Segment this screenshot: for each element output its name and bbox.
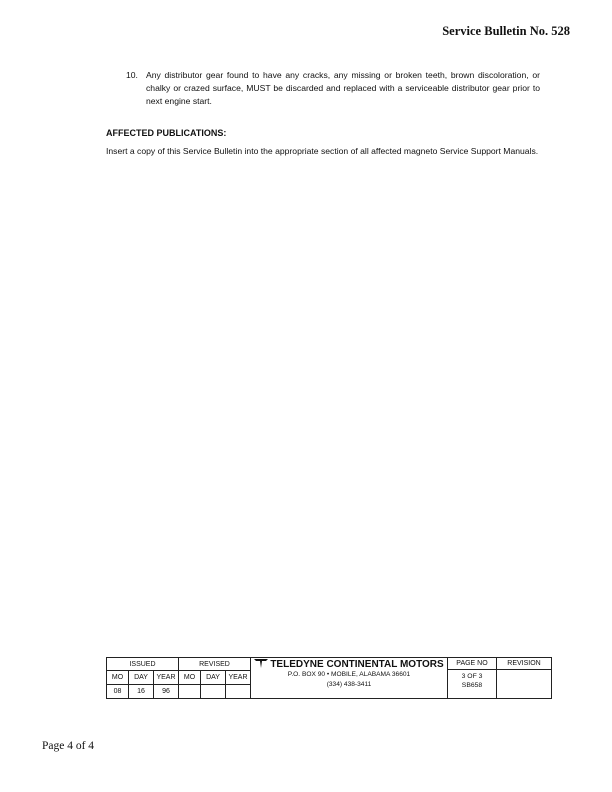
company-phone: (334) 438-3411 [326, 681, 372, 688]
list-item [126, 69, 540, 108]
item-text: Any distributor gear found to have any cracks, any missing or broken teeth, brown discoloration, or chalky or crazed surface, MUST be discarded and replaced with a serviceable distributor gear prior to next engine start. [146, 70, 540, 106]
revised-mo-value [179, 685, 201, 699]
item-number: 10. [126, 70, 138, 80]
company-name: TELEDYNE CONTINENTAL MOTORS [253, 659, 445, 670]
section-heading: AFFECTED PUBLICATIONS: [106, 128, 227, 138]
bulletin-title: Service Bulletin No. 528 [442, 24, 570, 38]
page-number-cell [448, 658, 497, 699]
teledyne-logo-icon [254, 659, 268, 668]
revised-day-value [201, 685, 226, 699]
revision-label: REVISION [497, 658, 551, 670]
revised-day-label: DAY [201, 671, 226, 685]
page-footer: Page 4 of 4 [42, 740, 95, 752]
issued-mo-label: MO [107, 671, 129, 685]
company-address: P.O. BOX 90 • MOBILE, ALABAMA 36601 [287, 671, 411, 678]
company-block [251, 658, 448, 699]
bulletin-footer-table [106, 657, 552, 699]
revised-year-label: YEAR [226, 671, 251, 685]
page-no-label: PAGE NO [448, 658, 496, 670]
issued-header: ISSUED [107, 658, 179, 671]
revised-year-value [226, 685, 251, 699]
issued-day-label: DAY [129, 671, 154, 685]
issued-mo-value: 08 [107, 685, 129, 699]
revised-mo-label: MO [179, 671, 201, 685]
issued-year-label: YEAR [154, 671, 179, 685]
revised-header: REVISED [179, 658, 251, 671]
page-no-value: 3 OF 3 [461, 673, 483, 680]
revision-cell [497, 658, 552, 699]
issued-year-value: 96 [154, 685, 179, 699]
issued-day-value: 16 [129, 685, 154, 699]
doc-code: SB658 [461, 682, 483, 689]
section-body: Insert a copy of this Service Bulletin into the appropriate section of all affected magneto Service Support Manuals. [106, 146, 539, 156]
